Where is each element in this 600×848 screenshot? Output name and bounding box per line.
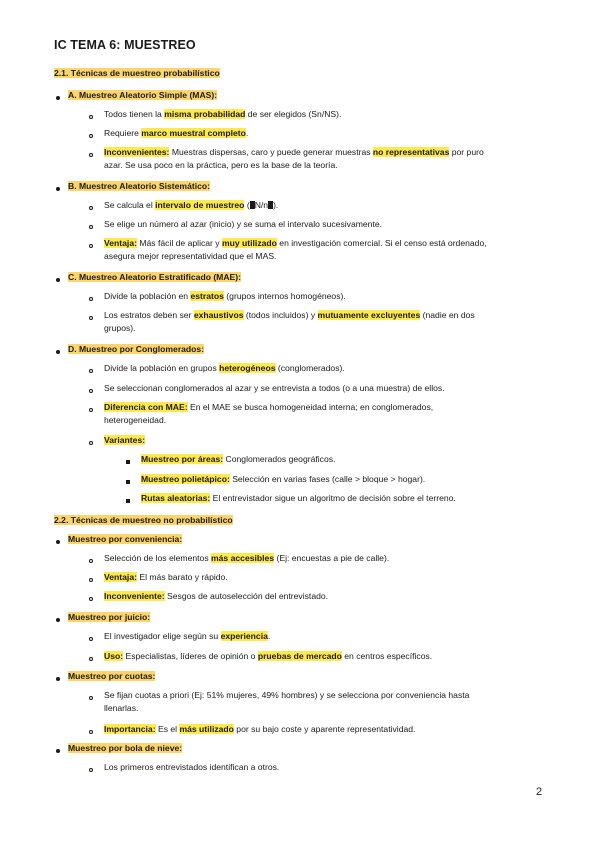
circle-bullet-icon bbox=[89, 134, 93, 138]
list-item bbox=[104, 127, 248, 140]
list-item bbox=[104, 590, 328, 603]
list-item bbox=[104, 630, 270, 643]
subsection-c-title bbox=[68, 271, 241, 284]
text-fragment: ( bbox=[244, 200, 250, 210]
list-item bbox=[104, 689, 469, 715]
text-fragment: Conglomerados geográficos. bbox=[223, 454, 336, 464]
circle-bullet-icon bbox=[89, 597, 93, 601]
circle-bullet-icon bbox=[89, 153, 93, 157]
text-fragment: marco muestral completo bbox=[141, 128, 246, 138]
text-fragment: ). bbox=[273, 200, 279, 210]
subsection-title-text: Muestreo por juicio: bbox=[68, 612, 151, 622]
text-fragment: Los primeros entrevistados identifican a otros. bbox=[104, 762, 280, 772]
list-item bbox=[104, 146, 484, 172]
text-fragment: (grupos internos homogéneos). bbox=[223, 291, 346, 301]
text-fragment: (Ej: encuestas a pie de calle). bbox=[274, 553, 390, 563]
bullet-icon bbox=[56, 96, 60, 100]
text-fragment: Especialistas, líderes de opinión o bbox=[123, 651, 258, 661]
text-fragment: no representativas bbox=[372, 147, 450, 157]
subsection-title-text: A. Muestreo Aleatorio Simple (MAS): bbox=[68, 90, 218, 100]
bullet-icon bbox=[56, 278, 60, 282]
text-fragment: Importancia: bbox=[104, 724, 156, 734]
square-bullet-icon bbox=[126, 480, 130, 484]
text-fragment: Ventaja: bbox=[104, 238, 137, 248]
text-fragment: Muestreo polietápico: bbox=[141, 474, 230, 484]
text-fragment: . bbox=[245, 128, 249, 138]
section-heading-2-1 bbox=[54, 67, 220, 80]
text-fragment: en investigación comercial. Si el censo está ordenado, bbox=[276, 238, 487, 248]
text-fragment: El investigador elige según su bbox=[104, 631, 221, 641]
circle-bullet-icon bbox=[89, 316, 93, 320]
text-fragment: experiencia bbox=[220, 631, 268, 641]
text-fragment: misma probabilidad bbox=[164, 109, 246, 119]
text-fragment: por su bajo coste y aparente representatividad. bbox=[233, 724, 416, 734]
text-fragment: de ser elegidos (Sn/NS). bbox=[245, 109, 342, 119]
bullet-icon bbox=[56, 677, 60, 681]
square-bullet-icon bbox=[126, 499, 130, 503]
subsection-title-text: Muestreo por conveniencia: bbox=[68, 534, 183, 544]
text-fragment: Selección en varias fases (calle > bloque > hogar). bbox=[229, 474, 426, 484]
subsection-conveniencia-title bbox=[68, 533, 182, 546]
text-fragment: Selección de los elementos bbox=[104, 553, 212, 563]
text-fragment: Los estratos deben ser bbox=[104, 310, 194, 320]
text-fragment: Inconvenientes: bbox=[104, 147, 170, 157]
circle-bullet-icon bbox=[89, 206, 93, 210]
list-item bbox=[104, 571, 228, 584]
circle-bullet-icon bbox=[89, 225, 93, 229]
section-heading-text: 2.2. Técnicas de muestreo no probabilístico bbox=[54, 515, 233, 525]
text-fragment: Diferencia con MAE: bbox=[104, 402, 188, 412]
subsection-juicio-title bbox=[68, 611, 150, 624]
text-fragment: En el MAE se busca homogeneidad interna; en conglomerados, bbox=[187, 402, 434, 412]
list-item bbox=[104, 290, 346, 303]
list-item bbox=[104, 218, 382, 231]
text-fragment: heterogéneos bbox=[219, 363, 276, 373]
bullet-icon bbox=[56, 350, 60, 354]
text-fragment: Se fijan cuotas a priori (Ej: 51% mujeres, 49% hombres) y se selecciona por conveniencia hasta bbox=[104, 690, 470, 700]
list-item bbox=[104, 382, 445, 395]
square-bullet-icon bbox=[126, 460, 130, 464]
text-fragment: (nadie en dos bbox=[420, 310, 475, 320]
list-item bbox=[104, 237, 487, 263]
text-fragment: estratos bbox=[190, 291, 224, 301]
text-fragment: llenarlas. bbox=[104, 703, 139, 713]
list-item bbox=[104, 434, 145, 447]
text-fragment: grupos). bbox=[104, 323, 136, 333]
subsection-bola-nieve-title bbox=[68, 742, 182, 755]
bullet-icon bbox=[56, 749, 60, 753]
circle-bullet-icon bbox=[89, 408, 93, 412]
text-fragment: Muestras dispersas, caro y puede generar muestras bbox=[169, 147, 373, 157]
text-fragment: (conglomerados). bbox=[275, 363, 345, 373]
list-item bbox=[141, 453, 335, 466]
text-fragment: en centros específicos. bbox=[341, 651, 433, 661]
circle-bullet-icon bbox=[89, 730, 93, 734]
list-item bbox=[104, 723, 415, 736]
list-item bbox=[104, 309, 475, 335]
subsection-d-title bbox=[68, 343, 204, 356]
section-heading-text: 2.1. Técnicas de muestreo probabilístico bbox=[54, 68, 220, 78]
text-fragment: Inconveniente: bbox=[104, 591, 165, 601]
circle-bullet-icon bbox=[89, 768, 93, 772]
text-fragment: asegura mejor representatividad que el MAS. bbox=[104, 251, 277, 261]
page-title: IC TEMA 6: MUESTREO bbox=[54, 38, 196, 52]
text-fragment: Todos tienen la bbox=[104, 109, 165, 119]
text-fragment: Ventaja: bbox=[104, 572, 137, 582]
text-fragment: mutuamente excluyentes bbox=[317, 310, 421, 320]
text-fragment: Más fácil de aplicar y bbox=[136, 238, 222, 248]
circle-bullet-icon bbox=[89, 637, 93, 641]
text-fragment: azar. Se usa poco en la práctica, pero es la base de la teoría. bbox=[104, 160, 338, 170]
text-fragment: Variantes: bbox=[104, 435, 146, 445]
list-item bbox=[104, 552, 389, 565]
circle-bullet-icon bbox=[89, 578, 93, 582]
subsection-cuotas-title bbox=[68, 670, 155, 683]
circle-bullet-icon bbox=[89, 389, 93, 393]
text-fragment: El más barato y rápido. bbox=[136, 572, 228, 582]
list-item bbox=[104, 401, 433, 427]
circle-bullet-icon bbox=[89, 115, 93, 119]
bullet-icon bbox=[56, 187, 60, 191]
list-item bbox=[104, 108, 341, 121]
text-fragment: Uso: bbox=[104, 651, 124, 661]
circle-bullet-icon bbox=[89, 441, 93, 445]
subsection-title-text: C. Muestreo Aleatorio Estratificado (MAE): bbox=[68, 272, 242, 282]
text-fragment: pruebas de mercado bbox=[257, 651, 342, 661]
subsection-b-title bbox=[68, 180, 210, 193]
circle-bullet-icon bbox=[89, 696, 93, 700]
list-item bbox=[141, 492, 456, 505]
circle-bullet-icon bbox=[89, 657, 93, 661]
text-fragment: Rutas aleatorias: bbox=[141, 493, 211, 503]
text-fragment: . bbox=[267, 631, 271, 641]
text-fragment: Se calcula el bbox=[104, 200, 156, 210]
text-fragment: Requiere bbox=[104, 128, 142, 138]
text-fragment: El entrevistador sigue un algoritmo de decisión sobre el terreno. bbox=[210, 493, 456, 503]
circle-bullet-icon bbox=[89, 297, 93, 301]
list-item bbox=[104, 362, 345, 375]
subsection-title-text: Muestreo por bola de nieve: bbox=[68, 743, 183, 753]
text-fragment: más accesibles bbox=[211, 553, 275, 563]
text-fragment: exhaustivos bbox=[193, 310, 244, 320]
list-item bbox=[104, 650, 432, 663]
circle-bullet-icon bbox=[89, 559, 93, 563]
text-fragment: heterogeneidad. bbox=[104, 415, 167, 425]
circle-bullet-icon bbox=[89, 369, 93, 373]
subsection-a-title bbox=[68, 89, 217, 102]
text-fragment: Sesgos de autoselección del entrevistado. bbox=[164, 591, 329, 601]
text-fragment: intervalo de muestreo bbox=[155, 200, 245, 210]
text-fragment: Muestreo por áreas: bbox=[141, 454, 224, 464]
subsection-title-text: B. Muestreo Aleatorio Sistemático: bbox=[68, 181, 210, 191]
text-fragment: Divide la población en bbox=[104, 291, 191, 301]
section-heading-2-2 bbox=[54, 514, 233, 527]
text-fragment: N/n bbox=[254, 200, 269, 210]
bullet-icon bbox=[56, 540, 60, 544]
bullet-icon bbox=[56, 618, 60, 622]
text-fragment: Se elige un número al azar (inicio) y se suma el intervalo sucesivamente. bbox=[104, 219, 382, 229]
text-fragment: muy utilizado bbox=[221, 238, 277, 248]
list-item bbox=[104, 761, 279, 774]
text-fragment: Se seleccionan conglomerados al azar y se entrevista a todos (o a una muestra) de ellos. bbox=[104, 383, 445, 393]
text-fragment: por puro bbox=[449, 147, 484, 157]
text-fragment: Divide la población en grupos bbox=[104, 363, 220, 373]
subsection-title-text: D. Muestreo por Conglomerados: bbox=[68, 344, 205, 354]
text-fragment: (todos incluidos) y bbox=[243, 310, 318, 320]
page-number: 2 bbox=[536, 786, 543, 798]
list-item bbox=[104, 199, 278, 212]
subsection-title-text: Muestreo por cuotas: bbox=[68, 671, 156, 681]
text-fragment: Es el bbox=[155, 724, 180, 734]
text-fragment: más utilizado bbox=[179, 724, 234, 734]
list-item bbox=[141, 473, 425, 486]
circle-bullet-icon bbox=[89, 244, 93, 248]
